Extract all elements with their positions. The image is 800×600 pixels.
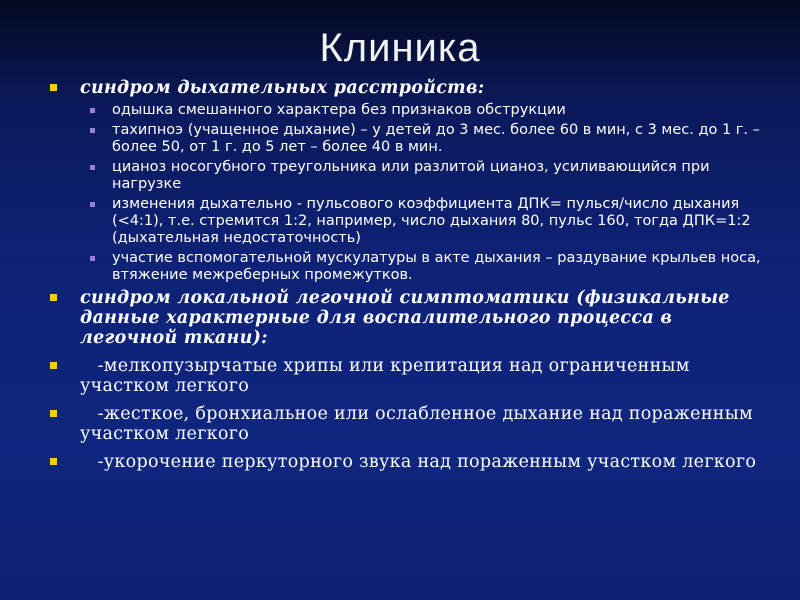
square-bullet-icon (50, 362, 57, 369)
list-item (48, 102, 763, 119)
slide-content (48, 78, 763, 475)
square-bullet-icon (90, 256, 95, 261)
list-item (48, 196, 763, 247)
list-item (48, 159, 763, 193)
section-heading-local (48, 288, 763, 348)
square-bullet-icon (90, 202, 95, 207)
list-item (48, 452, 763, 472)
list-item-text: -жесткое, бронхиальное или ослабленное дыхание над пораженным участком легкого (80, 404, 759, 444)
list-item (48, 404, 763, 444)
list-item-text: тахипноэ (учащенное дыхание) – у детей до 3 мес. более 60 в мин, с 3 мес. до 1 г. – более 50, от 1 г. до 5 лет – более 40 в мин. (112, 122, 760, 155)
list-item-text: участие вспомогательной мускулатуры в акте дыхания – раздувание крыльев носа, втяжение межреберных промежутков. (112, 250, 761, 283)
list-item-text: -мелкопузырчатые хрипы или крепитация над ограниченным участком легкого (80, 356, 696, 396)
list-item (48, 356, 763, 396)
section-heading-respiratory (48, 78, 763, 98)
square-bullet-icon (90, 128, 95, 133)
square-bullet-icon (50, 458, 57, 465)
square-bullet-icon (50, 84, 57, 91)
section-heading-text: синдром дыхательных расстройств: (80, 78, 485, 98)
list-item-text: -укорочение перкуторного звука над пораженным участком легкого (80, 452, 757, 472)
square-bullet-icon (50, 410, 57, 417)
list-item (48, 250, 763, 284)
square-bullet-icon (50, 294, 57, 301)
list-item-text: одышка смешанного характера без признаков обструкции (112, 102, 566, 118)
list-item-text: цианоз носогубного треугольника или разлитой цианоз, усиливающийся при нагрузке (112, 159, 710, 192)
list-item (48, 122, 763, 156)
section-heading-text: синдром локальной легочной симптоматики (физикальные данные характерные для воспалительного процесса в легочной ткани): (80, 288, 730, 348)
list-item-text: изменения дыхательно - пульсового коэффициента ДПК= пулься/число дыхания (<4:1), т.е. стремится 1:2, например, число дыхания 80, пульс 160, тогда ДПК=1:2 (дыхательная недостаточность) (112, 196, 756, 246)
square-bullet-icon (90, 108, 95, 113)
square-bullet-icon (90, 165, 95, 170)
slide-title: Клиника (319, 26, 481, 70)
